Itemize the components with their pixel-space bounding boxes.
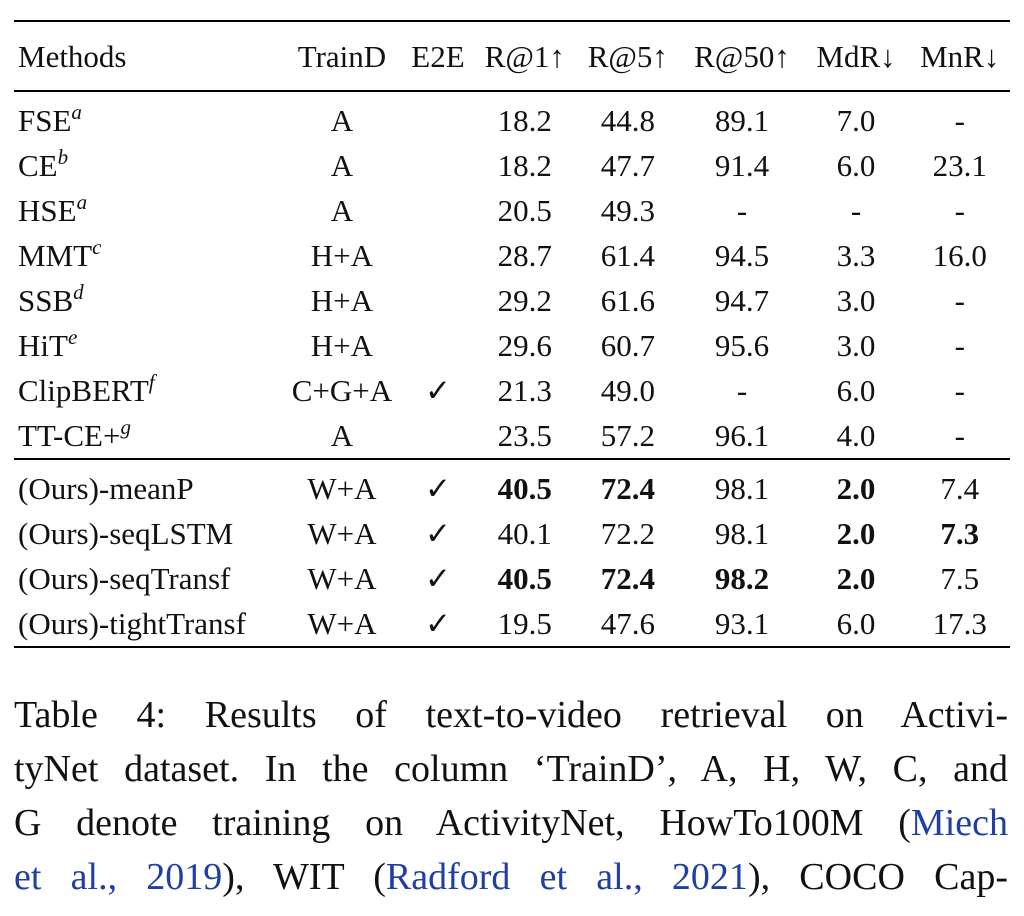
- citation-link-miech[interactable]: Miech: [910, 802, 1008, 844]
- method-name: SSB: [18, 283, 74, 318]
- r5-cell-best: 72.4: [600, 471, 655, 506]
- method-cell: [14, 143, 283, 188]
- r50-cell-best: 98.2: [714, 561, 770, 596]
- r5-cell: 61.4: [600, 238, 655, 273]
- e2e-check-icon: ✓: [424, 373, 451, 408]
- traind-cell: W+A: [307, 606, 377, 641]
- e2e-cell: [401, 188, 476, 233]
- r50-cell: 95.6: [714, 328, 770, 363]
- mnr-cell: -: [954, 418, 965, 453]
- r50-cell: 91.4: [714, 148, 770, 183]
- r50-cell: 96.1: [714, 418, 770, 453]
- header-mnr: MnR↓: [920, 38, 1000, 74]
- r1-cell: 18.2: [497, 148, 552, 183]
- header-traind: TrainD: [297, 38, 387, 74]
- traind-cell: C+G+A: [291, 373, 393, 408]
- mnr-cell: -: [954, 328, 965, 363]
- traind-cell: A: [330, 103, 354, 138]
- method-cell: (Ours)-seqLSTM: [18, 516, 234, 551]
- r1-cell: 18.2: [497, 103, 552, 138]
- r1-cell-best: 40.5: [497, 471, 552, 506]
- e2e-cell: [401, 413, 476, 459]
- e2e-cell: [401, 143, 476, 188]
- method-footnote: a: [71, 100, 82, 124]
- e2e-check-icon: ✓: [424, 561, 451, 596]
- baseline-rows: [14, 91, 1010, 459]
- table-row: [14, 233, 1010, 278]
- method-cell: [14, 278, 283, 323]
- r5-cell-best: 72.4: [600, 561, 655, 596]
- method-name: FSE: [18, 103, 72, 138]
- table-row: [14, 413, 1010, 459]
- table-caption: [14, 688, 1008, 904]
- caption-text: G denote training on ActivityNet, HowTo100M (: [14, 802, 911, 844]
- mnr-cell: 7.5: [940, 561, 980, 596]
- r5-cell: 47.7: [600, 148, 655, 183]
- r1-cell: 28.7: [497, 238, 552, 273]
- table-row: [14, 459, 1010, 511]
- citation-link-miech-year[interactable]: et al., 2019: [14, 856, 223, 898]
- mnr-cell: -: [954, 103, 965, 138]
- mnr-cell: 17.3: [932, 606, 987, 641]
- table-row: [14, 143, 1010, 188]
- mdr-cell: 4.0: [836, 418, 876, 453]
- r5-cell: 60.7: [600, 328, 655, 363]
- mnr-cell: -: [954, 373, 965, 408]
- header-methods: Methods: [18, 38, 127, 74]
- citation-link-radford[interactable]: Radford et al., 2021: [385, 856, 748, 898]
- r1-cell-best: 40.5: [497, 561, 552, 596]
- ours-rows: [14, 459, 1010, 647]
- traind-cell: W+A: [307, 516, 377, 551]
- r1-cell: 29.2: [497, 283, 552, 318]
- r5-cell: 57.2: [600, 418, 655, 453]
- r50-cell: 94.7: [714, 283, 770, 318]
- r5-cell: 72.2: [600, 516, 655, 551]
- method-name: CE: [18, 148, 58, 183]
- traind-cell: H+A: [310, 328, 374, 363]
- e2e-check-icon: ✓: [424, 471, 451, 506]
- mdr-cell-best: 2.0: [836, 561, 876, 596]
- mdr-cell: 6.0: [836, 606, 876, 641]
- traind-cell: W+A: [307, 561, 377, 596]
- r5-cell: 47.6: [600, 606, 655, 641]
- caption-line: tyNet dataset. In the column ‘TrainD’, A, H, W, C, and: [14, 748, 1008, 790]
- caption-line: [14, 796, 1008, 850]
- mdr-cell: 6.0: [836, 148, 876, 183]
- table-row: [14, 91, 1010, 143]
- results-table: [14, 20, 1010, 648]
- mnr-cell: 7.4: [940, 471, 980, 506]
- mnr-cell-best: 7.3: [940, 516, 980, 551]
- traind-cell: A: [330, 193, 354, 228]
- traind-cell: W+A: [307, 471, 377, 506]
- method-cell: [14, 413, 283, 459]
- traind-cell: A: [330, 418, 354, 453]
- method-footnote: g: [120, 415, 131, 439]
- r5-cell: 49.3: [600, 193, 655, 228]
- table-row: [14, 368, 1010, 413]
- e2e-cell: [401, 278, 476, 323]
- r50-cell: 93.1: [714, 606, 770, 641]
- method-footnote: a: [76, 190, 88, 214]
- traind-cell: A: [330, 148, 354, 183]
- r5-cell: 49.0: [600, 373, 655, 408]
- r50-cell: 98.1: [714, 516, 770, 551]
- table-row: [14, 278, 1010, 323]
- r5-cell: 61.6: [600, 283, 655, 318]
- mdr-cell: 3.0: [836, 283, 876, 318]
- r50-cell: -: [736, 193, 748, 228]
- mdr-cell-best: 2.0: [836, 471, 876, 506]
- table-row: [14, 323, 1010, 368]
- caption-line: Table 4: Results of text-to-video retrieval on Activi-: [14, 694, 1008, 736]
- header-r5: R@5↑: [587, 38, 668, 74]
- e2e-cell: [401, 323, 476, 368]
- e2e-cell: [401, 91, 476, 143]
- e2e-check-icon: ✓: [424, 516, 451, 551]
- mdr-cell: -: [850, 193, 862, 228]
- mnr-cell: -: [954, 193, 965, 228]
- header-r50: R@50↑: [694, 38, 790, 74]
- mdr-cell: 7.0: [836, 103, 876, 138]
- table-row: [14, 601, 1010, 647]
- r5-cell: 44.8: [600, 103, 655, 138]
- mdr-cell-best: 2.0: [836, 516, 876, 551]
- r1-cell: 23.5: [497, 418, 552, 453]
- mnr-cell: -: [954, 283, 965, 318]
- caption-line: [14, 850, 1008, 904]
- method-cell: (Ours)-seqTransf: [18, 561, 231, 596]
- r1-cell: 40.1: [497, 516, 552, 551]
- method-name: HSE: [18, 193, 77, 228]
- method-name: MMT: [18, 238, 93, 273]
- caption-text: ), COCO Cap-: [747, 856, 1008, 898]
- r1-cell: 20.5: [497, 193, 552, 228]
- method-cell: [14, 368, 283, 413]
- method-footnote: e: [67, 325, 78, 349]
- traind-cell: H+A: [310, 283, 374, 318]
- r1-cell: 19.5: [497, 606, 552, 641]
- method-footnote: f: [148, 370, 155, 394]
- caption-text: ), WIT (: [222, 856, 386, 898]
- method-cell: [14, 91, 283, 143]
- e2e-check-icon: ✓: [424, 606, 451, 641]
- method-footnote: c: [92, 235, 102, 259]
- r50-cell: -: [736, 373, 748, 408]
- r50-cell: 98.1: [714, 471, 770, 506]
- method-cell: [14, 188, 283, 233]
- r50-cell: 89.1: [714, 103, 770, 138]
- method-name: HiT: [18, 328, 68, 363]
- method-footnote: d: [73, 280, 84, 304]
- method-cell: (Ours)-meanP: [18, 471, 194, 506]
- table-row: [14, 556, 1010, 601]
- method-footnote: b: [57, 145, 69, 169]
- table-row: [14, 188, 1010, 233]
- method-cell: [14, 323, 283, 368]
- method-cell: (Ours)-tightTransf: [18, 606, 246, 641]
- table-header: [14, 21, 1010, 91]
- table-row: [14, 511, 1010, 556]
- header-e2e: E2E: [411, 38, 465, 74]
- method-name: ClipBERT: [18, 373, 149, 408]
- method-name: TT-CE+: [18, 418, 121, 453]
- r1-cell: 21.3: [497, 373, 552, 408]
- method-cell: [14, 233, 283, 278]
- mdr-cell: 6.0: [836, 373, 876, 408]
- traind-cell: H+A: [310, 238, 374, 273]
- mnr-cell: 16.0: [932, 238, 987, 273]
- mdr-cell: 3.0: [836, 328, 876, 363]
- mdr-cell: 3.3: [836, 238, 876, 273]
- header-r1: R@1↑: [484, 38, 565, 74]
- r1-cell: 29.6: [497, 328, 552, 363]
- header-row: [14, 21, 1010, 91]
- r50-cell: 94.5: [714, 238, 770, 273]
- mnr-cell: 23.1: [932, 148, 987, 183]
- header-mdr: MdR↓: [816, 38, 896, 74]
- e2e-cell: [401, 233, 476, 278]
